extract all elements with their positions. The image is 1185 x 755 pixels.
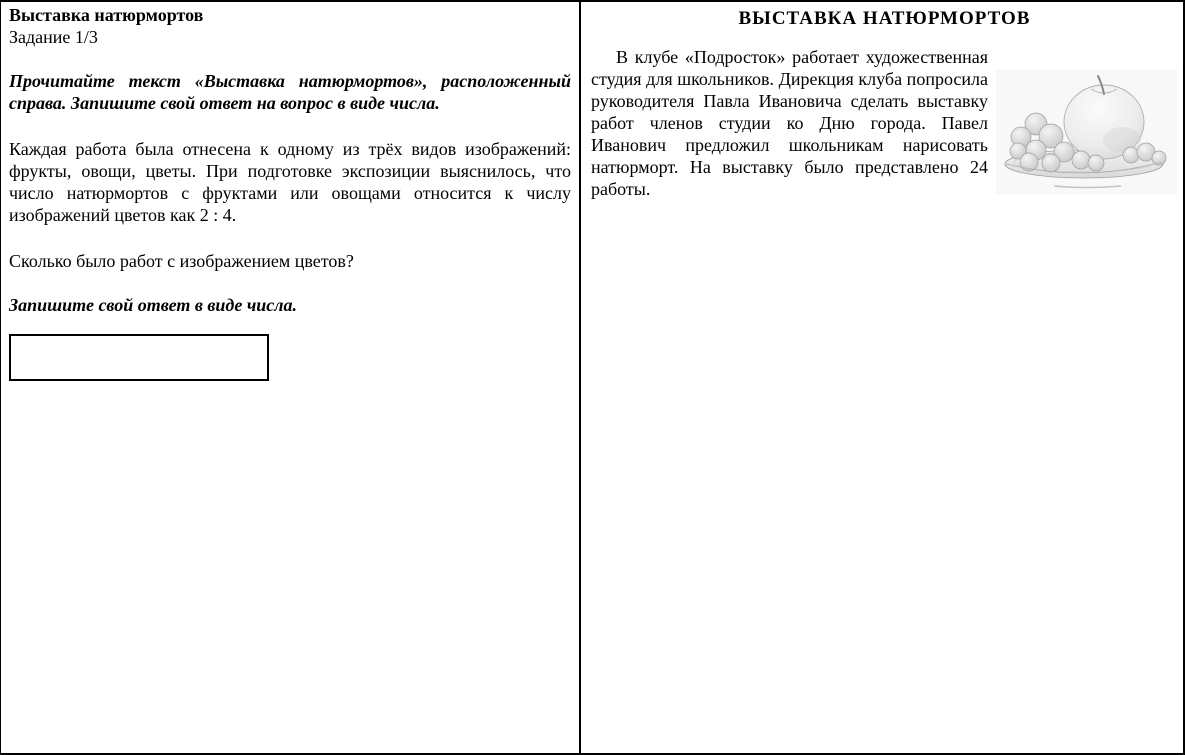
passage-title: ВЫСТАВКА НАТЮРМОРТОВ [738, 8, 1031, 29]
still-life-image [996, 70, 1178, 194]
still-life-sketch-icon [996, 70, 1178, 194]
task-title: Выставка натюрмортов [9, 5, 204, 25]
grape-shape [1042, 154, 1060, 172]
answer-input[interactable] [9, 334, 269, 381]
task-panel [1, 2, 581, 753]
passage-body: В клубе «Подросток» работает художественная студия для школьников. Дирекция клуба попросила руководителя Павла Ивановича сделать выставку работ членов студии ко Дню города. Павел Иванович предложил школьникам нарисовать натюрморт. На выставку было представлено 24 работы. [591, 47, 988, 199]
task-counter: Задание 1/3 [9, 27, 98, 47]
answer-prompt: Запишите свой ответ в виде числа. [9, 295, 298, 315]
grape-shape [1088, 155, 1104, 171]
grape-shape [1123, 147, 1139, 163]
passage-row [591, 46, 1178, 200]
passage-panel [581, 2, 1184, 753]
task-question: Сколько было работ с изображением цветов? [9, 251, 354, 271]
task-instruction: Прочитайте текст «Выставка натюрмортов», расположенный справа. Запишите свой ответ на вопрос в виде числа. [9, 71, 571, 113]
grape-shape [1020, 153, 1038, 171]
task-body: Каждая работа была отнесена к одному из трёх видов изображений: фрукты, овощи, цветы. При подготовке экспозиции выяснилось, что число натюрмортов с фруктами или овощами относится к числу изображений цветов как 2 : 4. [9, 139, 571, 225]
grape-shape [1072, 151, 1090, 169]
